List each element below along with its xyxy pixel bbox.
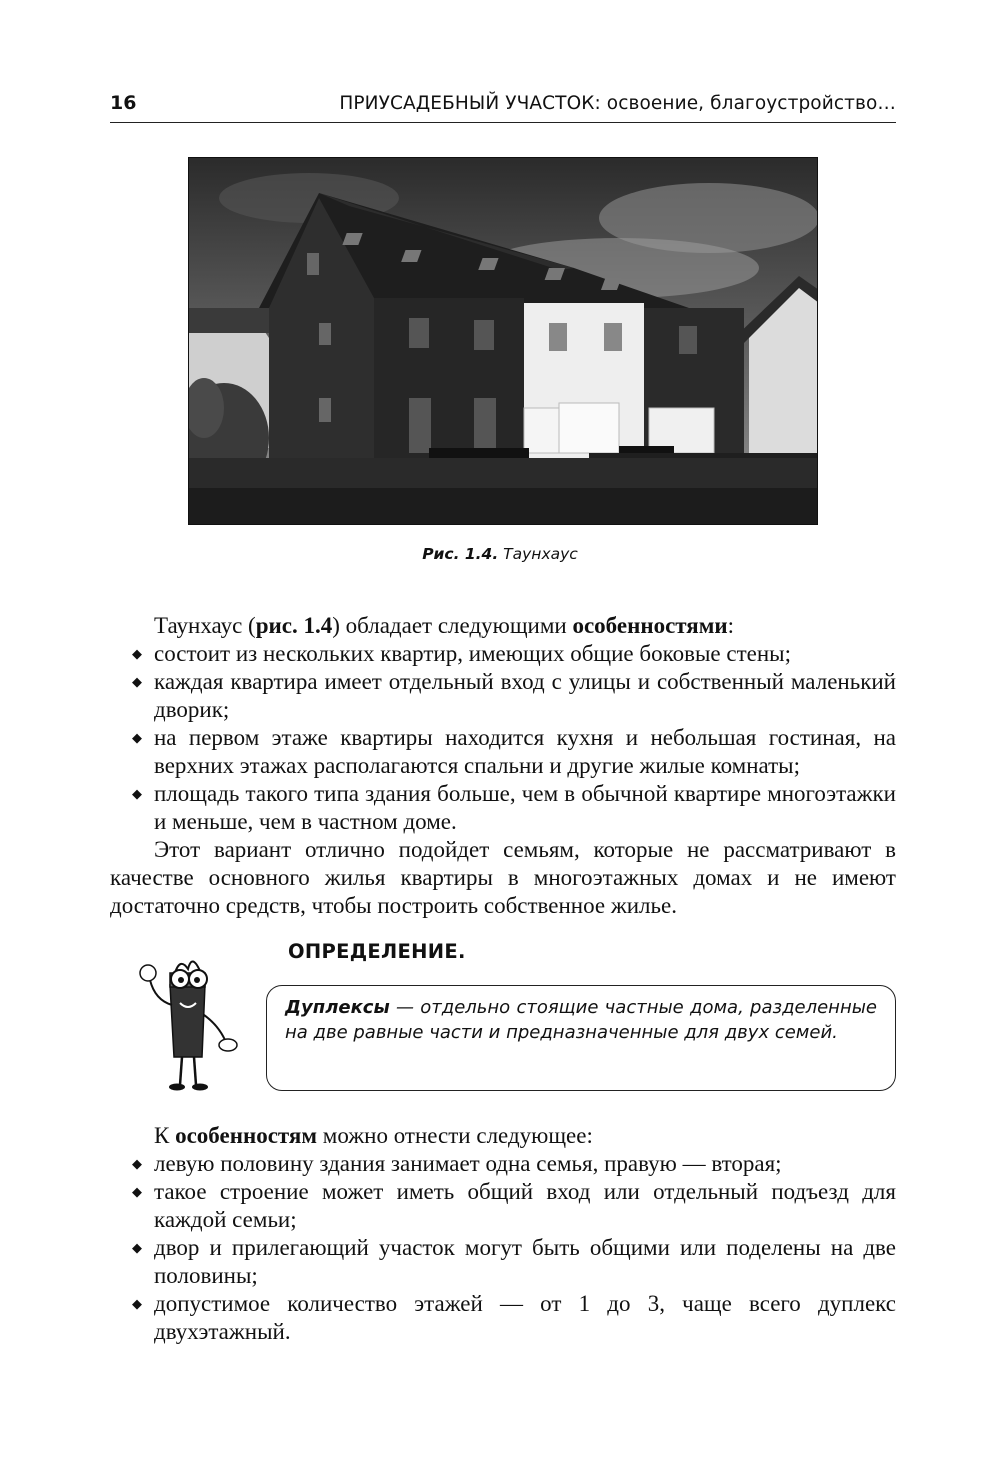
intro-text: : bbox=[727, 613, 735, 638]
definition-text: — отдельно стоящие частные дома, разделенные на две равные части и предназначенные для двух семей. bbox=[285, 997, 877, 1043]
list-item bbox=[110, 1178, 896, 1234]
list-item-text: такое строение может иметь общий вход или отдельный подъезд для каждой семьи; bbox=[154, 1179, 896, 1232]
list-item-text: каждая квартира имеет отдельный вход с улицы и собственный маленький дворик; bbox=[154, 669, 896, 722]
definition-term: Дуплексы bbox=[285, 997, 390, 1018]
diamond-bullet-icon: ◆ bbox=[132, 730, 142, 745]
intro-text: К bbox=[154, 1123, 176, 1148]
page-number: 16 bbox=[110, 92, 137, 114]
list-item-text: двор и прилегающий участок могут быть общими или поделены на две половины; bbox=[154, 1235, 896, 1288]
list-item bbox=[110, 1290, 896, 1346]
townhouse-features-list bbox=[110, 640, 896, 836]
intro-bold: особенностям bbox=[175, 1123, 318, 1148]
diamond-bullet-icon: ◆ bbox=[132, 1296, 142, 1311]
list-item-text: состоит из нескольких квартир, имеющих общие боковые стены; bbox=[154, 641, 791, 666]
list-item-text: на первом этаже квартиры находится кухня и небольшая гостиная, на верхних этажах располагаются спальни и другие жилые комнаты; bbox=[154, 725, 896, 778]
list-item bbox=[110, 1150, 896, 1178]
duplex-intro bbox=[110, 1122, 896, 1150]
diamond-bullet-icon: ◆ bbox=[132, 1184, 142, 1199]
list-item bbox=[110, 668, 896, 724]
townhouse-intro bbox=[110, 612, 896, 640]
list-item-text: левую половину здания занимает одна семья, правую — вторая; bbox=[154, 1151, 782, 1176]
running-title: ПРИУСАДЕБНЫЙ УЧАСТОК: освоение, благоустройство… bbox=[339, 93, 896, 114]
running-header bbox=[110, 88, 896, 123]
intro-text: можно отнести следующее: bbox=[317, 1123, 593, 1148]
intro-bold: особенностями bbox=[572, 613, 728, 638]
list-item-text: допустимое количество этажей — от 1 до 3, чаще всего дуплекс двухэтажный. bbox=[154, 1291, 896, 1344]
definition-heading: ОПРЕДЕЛЕНИЕ. bbox=[288, 940, 466, 963]
diamond-bullet-icon: ◆ bbox=[132, 646, 142, 661]
caption-text: Таунхаус bbox=[503, 545, 578, 563]
figure-reference: рис. 1.4 bbox=[255, 613, 333, 638]
townhouse-conclusion: Этот вариант отлично подойдет семьям, которые не рассматривают в качестве основного жилья квартиры в многоэтажных домах и не имеют достаточно средств, чтобы построить собственное жилье. bbox=[110, 837, 896, 918]
list-item bbox=[110, 724, 896, 780]
list-item bbox=[110, 640, 896, 668]
figure-caption bbox=[0, 545, 1000, 563]
diamond-bullet-icon: ◆ bbox=[132, 786, 142, 801]
list-item bbox=[110, 1234, 896, 1290]
intro-text: ) обладает следующими bbox=[332, 613, 573, 638]
caption-label: Рис. 1.4. bbox=[422, 545, 499, 563]
intro-text: Таунхаус ( bbox=[154, 613, 256, 638]
list-item bbox=[110, 780, 896, 836]
definition-box bbox=[266, 985, 896, 1091]
diamond-bullet-icon: ◆ bbox=[132, 1240, 142, 1255]
duplex-features-list bbox=[110, 1150, 896, 1346]
list-item-text: площадь такого типа здания больше, чем в обычной квартире многоэтажки и меньше, чем в частном доме. bbox=[154, 781, 896, 834]
diamond-bullet-icon: ◆ bbox=[132, 674, 142, 689]
pencil-mascot-icon bbox=[130, 945, 245, 1097]
townhouse-photo bbox=[188, 157, 818, 525]
diamond-bullet-icon: ◆ bbox=[132, 1156, 142, 1171]
